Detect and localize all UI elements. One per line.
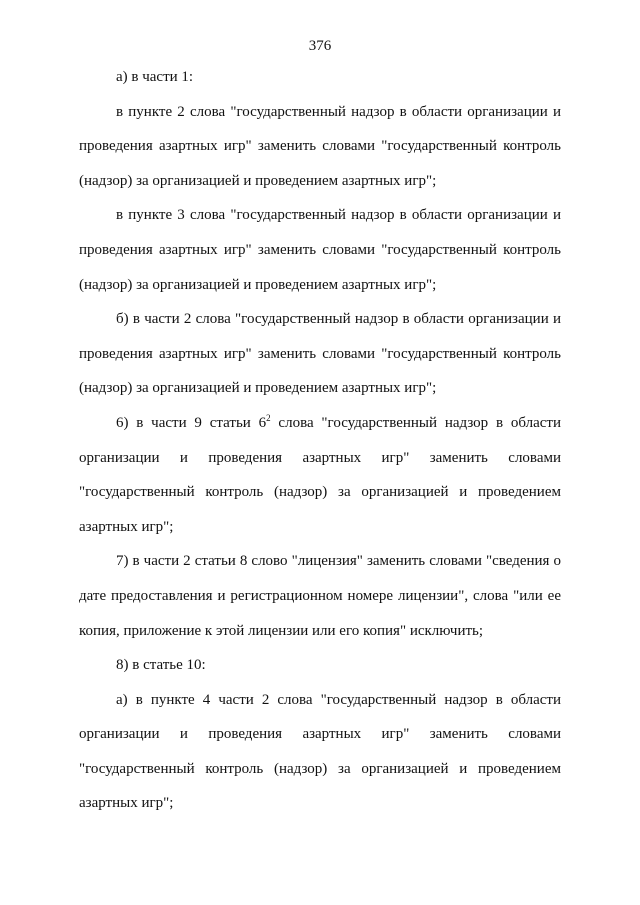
- paragraph-8: а) в пункте 4 части 2 слова "государственный надзор в области организации и проведения азартных игр" заменить словами "государственный контроль (надзор) за организацией и проведением азартных игр";: [79, 691, 561, 812]
- paragraph-2: в пункте 2 слова "государственный надзор в области организации и проведения азартных игр" заменить словами "государственный контроль (надзор) за организацией и проведением азартных игр";: [79, 103, 561, 189]
- page-number: 376: [308, 38, 332, 54]
- paragraph-4: б) в части 2 слова "государственный надзор в области организации и проведения азартных игр" заменить словами "государственный контроль (надзор) за организацией и проведением азартных игр";: [79, 311, 561, 397]
- paragraph-3: в пункте 3 слова "государственный надзор в области организации и проведения азартных игр" заменить словами "государственный контроль (надзор) за организацией и проведением азартных игр";: [79, 207, 561, 293]
- superscript: 2: [266, 412, 271, 423]
- paragraph-1: а) в части 1:: [116, 69, 194, 85]
- paragraph-5-prefix: 6): [116, 414, 137, 431]
- document-body: [79, 60, 561, 821]
- paragraph-5-text-after: слова "государственный надзор в области организации и проведения азартных игр" заменить словами "государственный контроль (надзор) за организацией и проведением азартных игр";: [79, 414, 561, 535]
- paragraph-5: [79, 406, 561, 544]
- paragraph-5-text-before: в части 9 статьи 6: [136, 414, 267, 431]
- paragraph-6: 7) в части 2 статьи 8 слово "лицензия" заменить словами "сведения о дате предоставления и регистрационном номере лицензии", слова "или ее копия, приложение к этой лицензии или его копия" исключить;: [79, 553, 561, 639]
- paragraph-7: 8) в статье 10:: [116, 657, 206, 674]
